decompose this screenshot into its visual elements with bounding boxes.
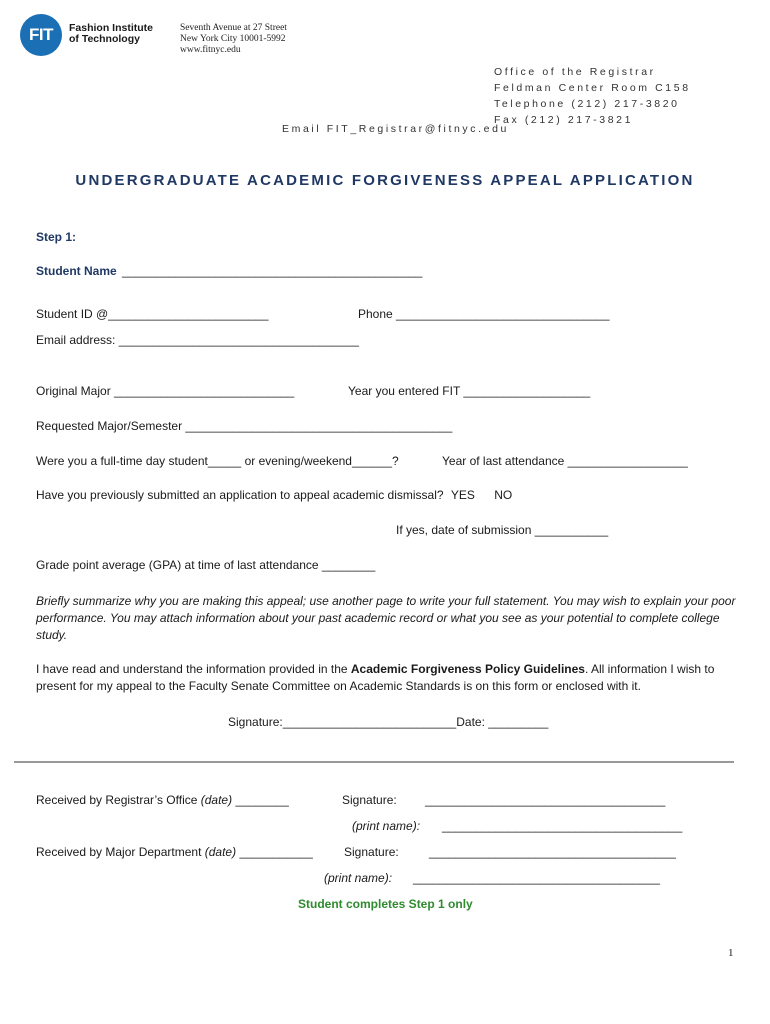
- agreement-part2: . All information I wish to present for my appeal to the Faculty Senate Committee on Academic Standards is on this form or enclosed with it.: [36, 662, 715, 693]
- registrar-received-label: Received by Registrar’s Office: [36, 793, 201, 807]
- registrar-print-name-field[interactable]: ____________________________________: [442, 819, 683, 833]
- no-option[interactable]: NO: [494, 488, 513, 502]
- student-instruction-note: Student completes Step 1 only: [298, 897, 473, 911]
- form-title: UNDERGRADUATE ACADEMIC FORGIVENESS APPEAL APPLICATION: [75, 172, 695, 189]
- fulltime-evening-field[interactable]: Were you a full-time day student_____ or evening/weekend______?: [36, 454, 399, 468]
- previous-application-label: Have you previously submitted an application to appeal academic dismissal?: [36, 488, 444, 502]
- student-id-field[interactable]: Student ID @________________________: [36, 307, 269, 321]
- logo-mark: FIT: [29, 25, 53, 44]
- logo-name: [69, 23, 153, 45]
- student-name-row: [36, 264, 422, 278]
- agreement-part1: I have read and understand the information provided in the: [36, 662, 351, 676]
- appeal-instructions: Briefly summarize why you are making this appeal; use another page to write your full statement. You may wish to explain your poor performance. You may attach information about your past academic record or what you see as your potential to complete college study.: [36, 594, 736, 642]
- office-line2: Feldman Center Room C158: [494, 82, 691, 94]
- major-dept-print-name-label: (print name):: [324, 871, 393, 885]
- step1-heading: Step 1:: [36, 230, 77, 244]
- major-dept-received-field[interactable]: [36, 845, 313, 859]
- year-entered-field[interactable]: Year you entered FIT ___________________: [348, 384, 591, 398]
- submission-date-field[interactable]: If yes, date of submission ___________: [396, 523, 609, 537]
- page-number: 1: [728, 947, 734, 959]
- major-dept-print-name-field[interactable]: _____________________________________: [413, 871, 660, 885]
- registrar-received-field[interactable]: [36, 793, 289, 807]
- original-major-field[interactable]: Original Major ___________________________: [36, 384, 295, 398]
- registrar-signature-label: Signature:: [342, 793, 397, 807]
- phone-field[interactable]: Phone ________________________________: [358, 307, 610, 321]
- office-line1: Office of the Registrar: [494, 66, 656, 78]
- yes-option[interactable]: YES: [450, 488, 475, 502]
- student-name-label: Student Name: [36, 264, 117, 278]
- section-divider: [14, 761, 734, 763]
- student-name-field[interactable]: _____________________________________________: [122, 264, 423, 278]
- requested-major-field[interactable]: Requested Major/Semester ________________________________________: [36, 419, 453, 433]
- signature-row: [228, 715, 548, 729]
- registrar-date-blank: ________: [232, 793, 289, 807]
- student-signature-field[interactable]: Signature:__________________________: [228, 715, 457, 729]
- signature-date-field[interactable]: Date: _________: [456, 715, 549, 729]
- registrar-email: Email FIT_Registrar@fitnyc.edu: [282, 123, 509, 135]
- logo-name-line2: of Technology: [69, 33, 140, 45]
- major-dept-signature-field[interactable]: _____________________________________: [429, 845, 676, 859]
- institute-address: [180, 23, 287, 56]
- fit-logo: [20, 14, 62, 56]
- registrar-print-name-label: (print name):: [352, 819, 421, 833]
- last-attendance-field[interactable]: Year of last attendance __________________: [442, 454, 688, 468]
- registrar-signature-field[interactable]: ____________________________________: [425, 793, 666, 807]
- address-line2: New York City 10001-5992: [180, 34, 286, 44]
- policy-guidelines-reference: Academic Forgiveness Policy Guidelines: [350, 662, 585, 676]
- logo-name-line1: Fashion Institute: [69, 22, 153, 34]
- registrar-office-block: [494, 64, 691, 128]
- address-line1: Seventh Avenue at 27 Street: [180, 23, 287, 33]
- major-dept-date-blank: ___________: [236, 845, 313, 859]
- email-field[interactable]: Email address: ____________________________________: [36, 333, 359, 347]
- registrar-date-label: (date): [200, 793, 233, 807]
- major-dept-signature-label: Signature:: [344, 845, 399, 859]
- major-dept-received-label: Received by Major Department: [36, 845, 205, 859]
- gpa-field[interactable]: Grade point average (GPA) at time of last attendance ________: [36, 558, 376, 572]
- previous-application-question: [36, 488, 512, 502]
- major-dept-date-label: (date): [204, 845, 237, 859]
- office-line3: Telephone (212) 217-3820: [494, 98, 680, 110]
- office-line4: Fax (212) 217-3821: [494, 114, 634, 126]
- address-line3: www.fitnyc.edu: [180, 45, 241, 55]
- agreement-statement: [36, 661, 736, 695]
